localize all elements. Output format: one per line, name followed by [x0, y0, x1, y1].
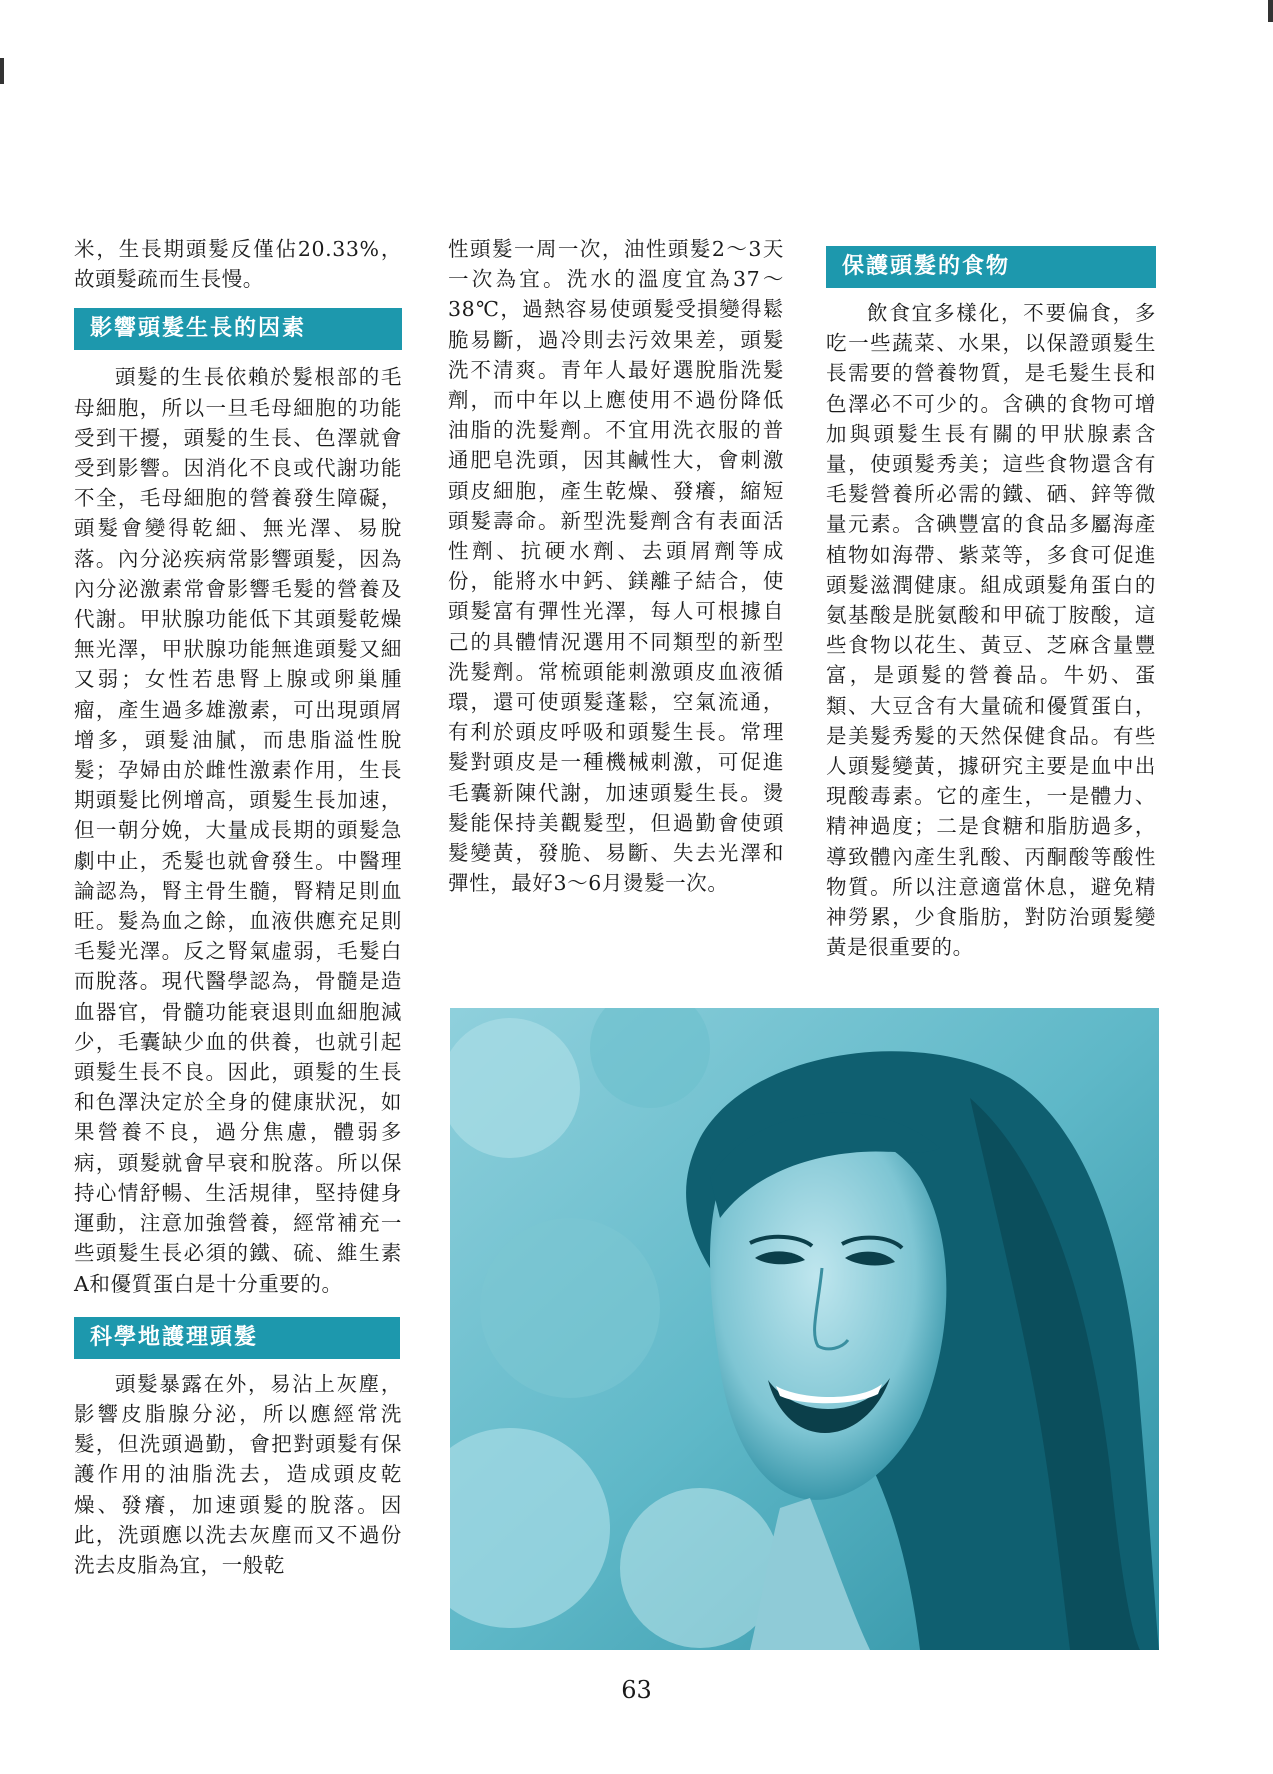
column-left	[74, 234, 402, 1580]
care-continued-paragraph: 性頭髮一周一次，油性頭髮2～3天一次為宜。洗水的溫度宜為37～38℃，過熱容易使頭髮受損變得鬆脆易斷，過冷則去污效果差，頭髮洗不清爽。青年人最好選脫脂洗髮劑，而中年以上應使用不過份降低油脂的洗髮劑。不宜用洗衣服的普通肥皂洗頭，因其鹹性大，會刺激頭皮細胞，產生乾燥、發癢，縮短頭髮壽命。新型洗髮劑含有表面活性劑、抗硬水劑、去頭屑劑等成份，能將水中鈣、鎂離子結合，使頭髮富有彈性光澤，每人可根據自己的具體情況選用不同類型的新型洗髮劑。常梳頭能刺激頭皮血液循環，還可使頭髮蓬鬆，空氣流通，有利於頭皮呼吸和頭髮生長。常理髮對頭皮是一種機械刺激，可促進毛囊新陳代謝，加速頭髮生長。燙髮能保持美觀髮型，但過勤會使頭髮變黃，發脆、易斷、失去光澤和彈性，最好3～6月燙髮一次。	[448, 237, 784, 896]
care-paragraph: 頭髮暴露在外，易沾上灰塵，影響皮脂腺分泌，所以應經常洗髮，但洗頭過勤，會把對頭髮有保護作用的油脂洗去，造成頭皮乾燥、發癢，加速頭髮的脫落。因此，洗頭應以洗去灰塵而又不過份洗去皮脂為宜，一般乾	[74, 1371, 402, 1577]
intro-paragraph: 米，生長期頭髮反僅佔20.33%，故頭髮疏而生長慢。	[74, 237, 402, 292]
food-paragraph: 飲食宜多樣化，不要偏食，多吃一些蔬菜、水果，以保證頭髮生長需要的營養物質，是毛髮生長和色澤必不可少的。含碘的食物可增加與頭髮生長有關的甲狀腺素含量，使頭髮秀美；這些食物還含有毛髮營養所必需的鐵、硒、鋅等微量元素。含碘豐富的食品多屬海產植物如海帶、紫菜等，多食可促進頭髮滋潤健康。組成頭髮角蛋白的氨基酸是胱氨酸和甲硫丁胺酸，這些食物以花生、黃豆、芝麻含量豐富，是頭髮的營養品。牛奶、蛋類、大豆含有大量硫和優質蛋白，是美髮秀髮的天然保健食品。有些人頭髮變黃，據研究主要是血中出現酸毒素。它的產生，一是體力、精神過度；二是食糖和脂肪過多，導致體內產生乳酸、丙酮酸等酸性物質。所以注意適當休息，避免精神勞累，少食脂肪，對防治頭髮變黃是很重要的。	[826, 301, 1156, 960]
section-heading-care: 科學地護理頭髮	[74, 1317, 400, 1359]
scan-edge-mark	[1268, 0, 1273, 22]
section-heading-food: 保護頭髮的食物	[826, 246, 1156, 288]
column-middle	[448, 234, 784, 898]
woman-portrait-photo	[450, 1008, 1159, 1650]
scan-edge-mark	[0, 58, 4, 84]
page-number: 63	[621, 1676, 652, 1704]
section-heading-factors: 影響頭髮生長的因素	[74, 308, 402, 350]
column-right	[826, 246, 1156, 962]
factors-paragraph: 頭髮的生長依賴於髮根部的毛母細胞，所以一旦毛母細胞的功能受到干擾，頭髮的生長、色澤就會受到影響。因消化不良或代謝功能不全，毛母細胞的營養發生障礙，頭髮會變得乾細、無光澤、易脫落。內分泌疾病常影響頭髮，因為內分泌激素常會影響毛髮的營養及代謝。甲狀腺功能低下其頭髮乾燥無光澤，甲狀腺功能無進頭髮又細又弱；女性若患腎上腺或卵巢腫瘤，產生過多雄激素，可出現頭屑增多，頭髮油膩，而患脂溢性脫髮；孕婦由於雌性激素作用，生長期頭髮比例增高，頭髮生長加速，但一朝分娩，大量成長期的頭髮急劇中止，禿髮也就會發生。中醫理論認為，腎主骨生髓，腎精足則血旺。髮為血之餘，血液供應充足則毛髮光澤。反之腎氣虛弱，毛髮白而脫落。現代醫學認為，骨髓是造血器官，骨髓功能衰退則血細胞減少，毛囊缺少血的供養，也就引起頭髮生長不良。因此，頭髮的生長和色澤決定於全身的健康狀況，如果營養不良，過分焦慮，體弱多病，頭髮就會早衰和脫落。所以保持心情舒暢、生活規律，堅持健身運動，注意加強營養，經常補充一些頭髮生長必須的鐵、硫、維生素A和優質蛋白是十分重要的。	[74, 365, 402, 1296]
